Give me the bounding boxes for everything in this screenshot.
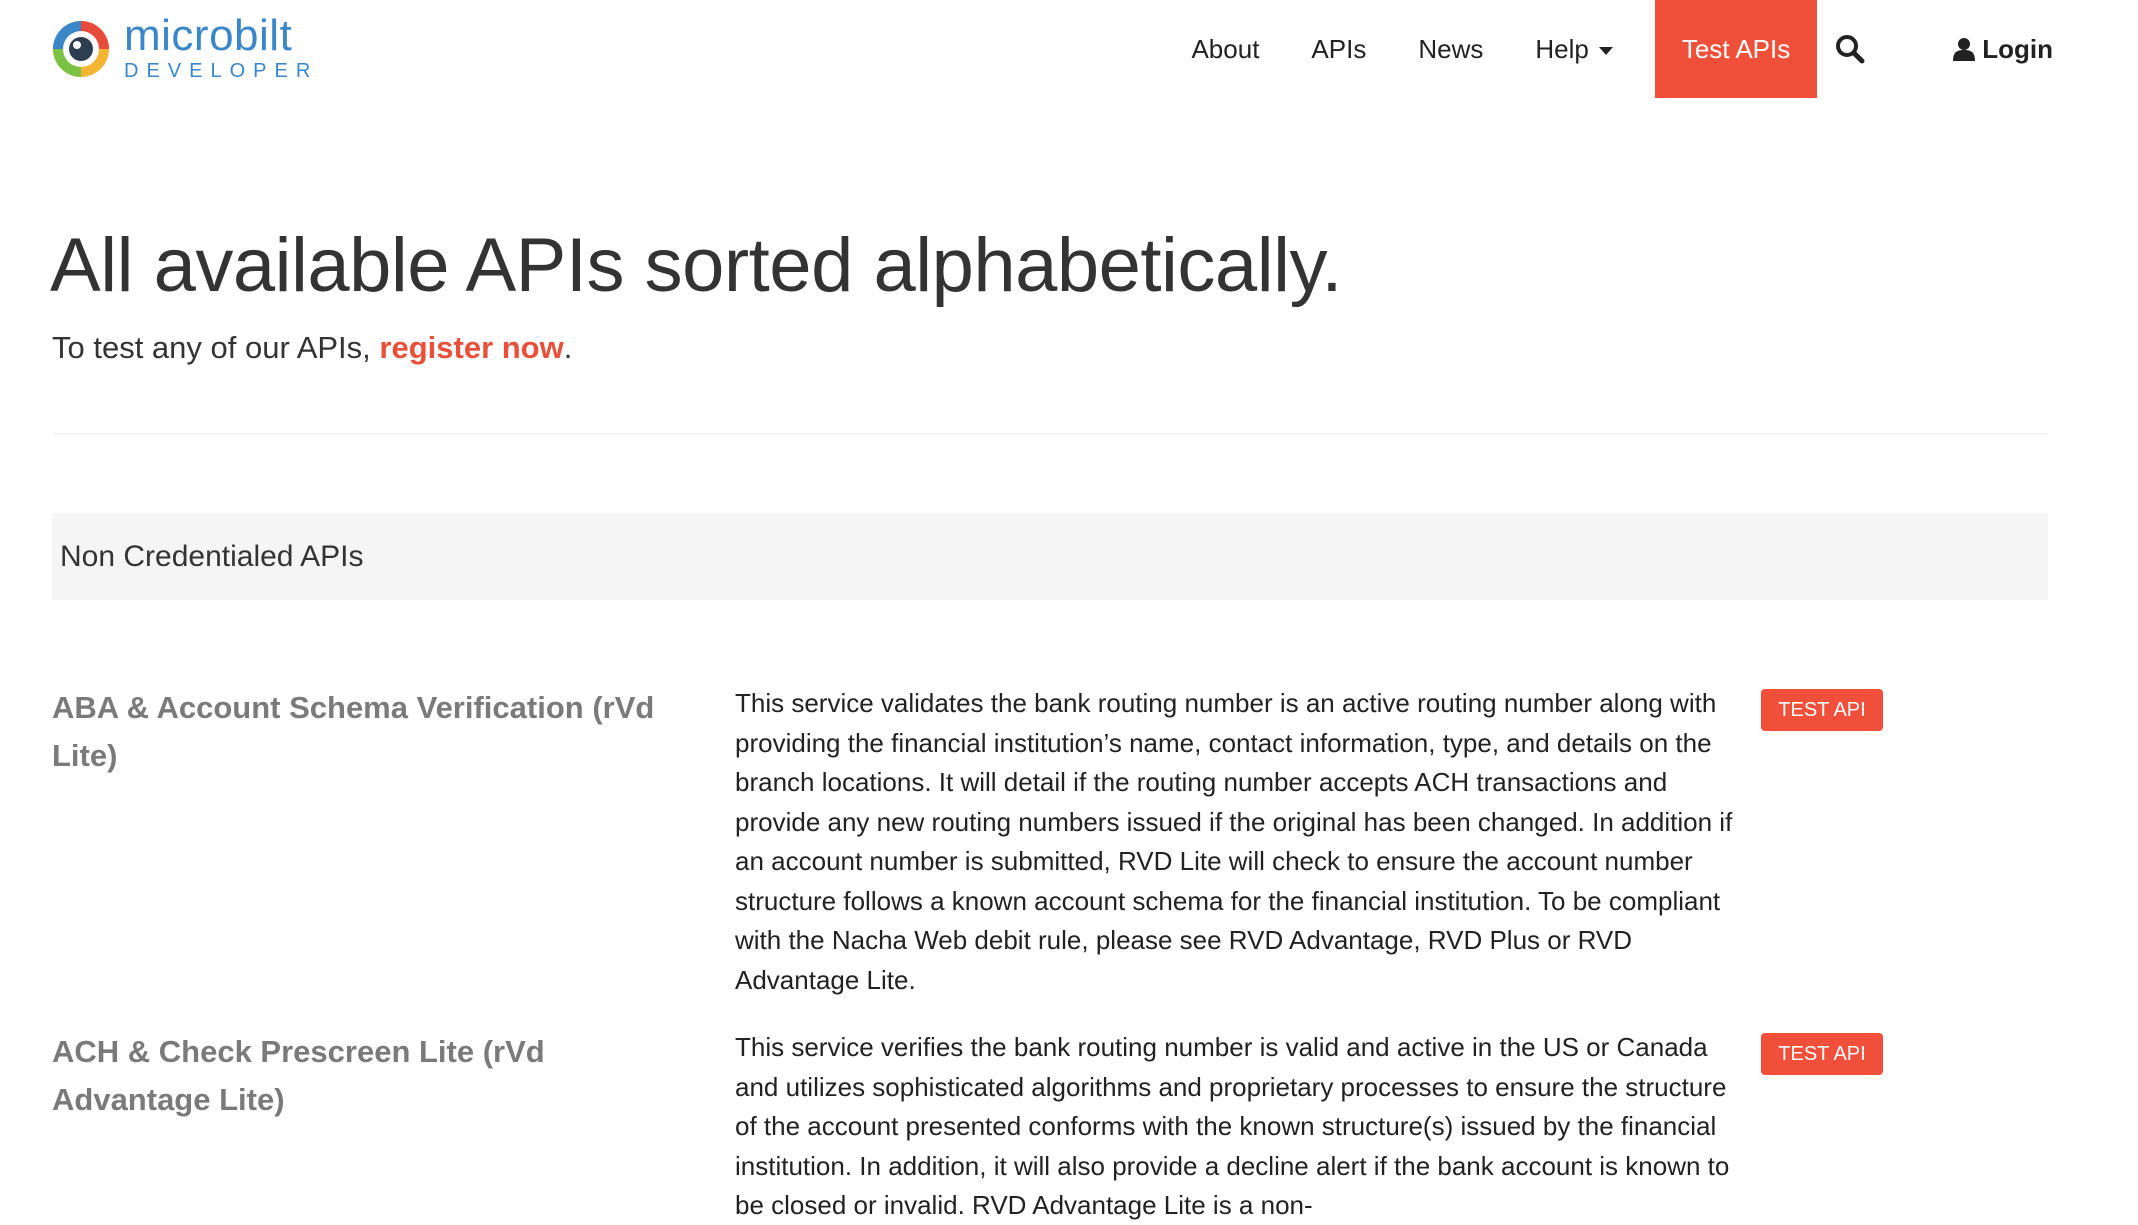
nav-help-dropdown[interactable] bbox=[1509, 0, 1638, 98]
hero-subtitle bbox=[52, 330, 572, 366]
api-description: This service verifies the bank routing number is valid and active in the US or Canada and utilizes sophisticated algorithms and proprietary processes to ensure the structure of the account presented conforms with the known structure(s) issued by the financial institution. In addition, it will also provide a decline alert if the bank account is known to be closed or invalid. RVD Advantage Lite is a non- bbox=[735, 1032, 1730, 1220]
caret-down-icon bbox=[1599, 47, 1613, 55]
register-now-link[interactable]: register now bbox=[379, 330, 564, 365]
nav-apis[interactable]: APIs bbox=[1311, 33, 1367, 64]
section-header bbox=[52, 513, 2048, 600]
search-button[interactable] bbox=[1817, 0, 1885, 98]
hero-sub-suffix: . bbox=[563, 330, 573, 365]
microbilt-logo[interactable] bbox=[50, 11, 319, 83]
login-label: Login bbox=[1982, 33, 2053, 64]
api-name[interactable]: ABA & Account Schema Verification (rVd Lite) bbox=[52, 690, 655, 773]
test-api-button[interactable]: TEST API bbox=[1761, 689, 1883, 731]
page-title: All available APIs sorted alphabetically. bbox=[50, 223, 1342, 308]
api-name[interactable]: ACH & Check Prescreen Lite (rVd Advantage Lite) bbox=[52, 1034, 545, 1117]
api-description: This service validates the bank routing number is an active routing number along with providing the financial institution’s name, contact information, type, and details on the branch locations. It will detail if the routing number accepts ACH transactions and provide any new routing numbers issued if the original has been changed. In addition if an account number is submitted, RVD Lite will check to ensure the account number structure follows a known account schema for the financial institution. To be compliant with the Nacha Web debit rule, please see RVD Advantage, RVD Plus or RVD Advantage Lite. bbox=[735, 688, 1733, 995]
logo-text bbox=[124, 11, 319, 83]
nav-help-label: Help bbox=[1535, 33, 1589, 64]
main-nav bbox=[1165, 0, 2138, 98]
eye-logo-icon bbox=[50, 18, 112, 80]
logo-subtitle: DEVELOPER bbox=[124, 60, 319, 82]
test-api-button[interactable]: TEST API bbox=[1761, 1033, 1883, 1075]
nav-news[interactable]: News bbox=[1418, 33, 1484, 64]
section-title: Non Credentialed APIs bbox=[60, 539, 364, 573]
search-icon bbox=[1835, 34, 1865, 64]
user-icon bbox=[1953, 37, 1975, 61]
hero-sub-prefix: To test any of our APIs, bbox=[52, 330, 380, 365]
nav-test-apis-button[interactable]: Test APIs bbox=[1655, 0, 1817, 98]
nav-about[interactable]: About bbox=[1191, 33, 1260, 64]
logo-brand: microbilt bbox=[124, 11, 293, 60]
divider bbox=[52, 433, 2048, 434]
site-header bbox=[0, 0, 2138, 98]
login-link[interactable] bbox=[1885, 0, 2138, 98]
